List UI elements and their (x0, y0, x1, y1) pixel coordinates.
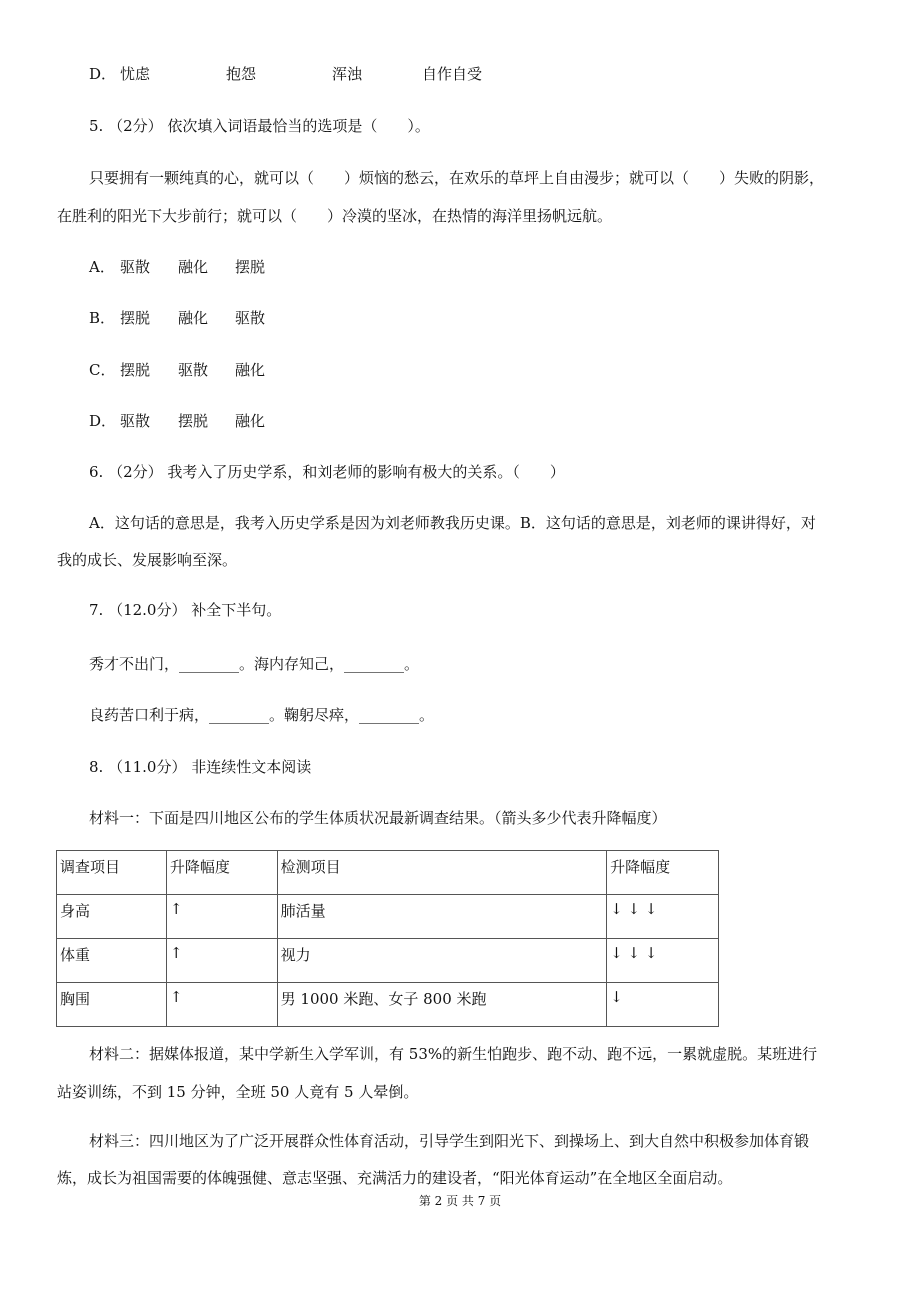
q5-option-b-word-3: 驱散 (235, 309, 266, 327)
q5-option-c-label: C． (89, 361, 116, 379)
table-cell: 体重 (57, 939, 167, 983)
q6-answer-line-2: 我的成长、发展影响至深。 (57, 551, 238, 569)
q5-option-c-word-3: 融化 (235, 361, 266, 379)
q4-option-d-word-4: 自作自受 (422, 65, 483, 83)
q5-stem: 5. （2分） 依次填入词语最恰当的选项是（ ）。 (89, 117, 430, 135)
table-header-cell: 调查项目 (57, 851, 167, 895)
table-cell: 男 1000 米跑、女子 800 米跑 (277, 983, 606, 1027)
table-header-cell: 升降幅度 (166, 851, 277, 895)
q5-option-d-word-2: 摆脱 (178, 412, 209, 430)
q6-answer-line-1: A．这句话的意思是，我考入历史学系是因为刘老师教我历史课。B．这句话的意思是，刘老师的课讲得好，对 (89, 514, 816, 532)
table-cell: ↓ ↓ ↓ (607, 939, 719, 983)
q5-option-d-word-3: 融化 (235, 412, 266, 430)
q5-option-c-word-2: 驱散 (178, 361, 209, 379)
table-cell: 胸围 (57, 983, 167, 1027)
q5-option-c-word-1: 摆脱 (120, 361, 151, 379)
q8-material2-line-2: 站姿训练，不到 15 分钟，全班 50 人竟有 5 人晕倒。 (57, 1083, 419, 1101)
table-cell: ↑ (166, 983, 277, 1027)
q4-option-d-word-1: 忧虑 (120, 65, 151, 83)
table-header-cell: 检测项目 (277, 851, 606, 895)
table-cell: ↑ (166, 939, 277, 983)
table-cell: ↓ (607, 983, 719, 1027)
page-footer: 第 2 页 共 7 页 (418, 1194, 502, 1208)
q5-option-a-word-3: 摆脱 (235, 258, 266, 276)
q5-option-b-word-2: 融化 (178, 309, 209, 327)
q7-line-1: 秀才不出门，________。海内存知己，________。 (89, 655, 420, 673)
table-header-cell: 升降幅度 (607, 851, 719, 895)
q4-option-d-word-2: 抱怨 (226, 65, 257, 83)
table-cell: 肺活量 (277, 895, 606, 939)
q5-option-d-word-1: 驱散 (120, 412, 151, 430)
q4-option-d-word-3: 浑浊 (332, 65, 363, 83)
q5-option-a-word-1: 驱散 (120, 258, 151, 276)
table-cell: 身高 (57, 895, 167, 939)
q8-stem: 8. （11.0分） 非连续性文本阅读 (89, 758, 312, 776)
q5-option-a-label: A． (89, 258, 115, 276)
table-row (57, 983, 719, 1027)
q8-material1-intro: 材料一：下面是四川地区公布的学生体质状况最新调查结果。（箭头多少代表升降幅度） (89, 809, 667, 827)
q7-line-2: 良药苦口利于病，________。鞠躬尽瘁，________。 (89, 706, 435, 724)
q5-option-b-word-1: 摆脱 (120, 309, 151, 327)
survey-table (56, 850, 719, 1027)
q8-material3-line-2: 炼，成长为祖国需要的体魄强健、意志坚强、充满活力的建设者，“阳光体育运动”在全地区全面启动。 (57, 1169, 733, 1187)
q5-option-b-label: B． (89, 309, 116, 327)
q4-option-d-label: D． (89, 65, 117, 83)
q5-option-a-word-2: 融化 (178, 258, 209, 276)
q5-passage-line-1: 只要拥有一颗纯真的心，就可以（ ）烦恼的愁云，在欢乐的草坪上自由漫步；就可以（ ）失败的阴影， (89, 169, 825, 187)
q5-option-d-label: D． (89, 412, 117, 430)
q7-stem: 7. （12.0分） 补全下半句。 (89, 601, 282, 619)
q8-material2-line-1: 材料二：据媒体报道，某中学新生入学军训，有 53%的新生怕跑步、跑不动、跑不远，一累就虚脱。某班进行 (89, 1045, 818, 1063)
q8-material3-line-1: 材料三：四川地区为了广泛开展群众性体育活动，引导学生到阳光下、到操场上、到大自然中积极参加体育锻 (89, 1132, 810, 1150)
q5-passage-line-2: 在胜利的阳光下大步前行；就可以（ ）冷漠的坚冰，在热情的海洋里扬帆远航。 (57, 207, 613, 225)
q6-stem: 6. （2分） 我考入了历史学系，和刘老师的影响有极大的关系。（ ） (89, 463, 565, 481)
table-header-row (57, 851, 719, 895)
table-cell: ↓ ↓ ↓ (607, 895, 719, 939)
table-row (57, 895, 719, 939)
table-row (57, 939, 719, 983)
table-cell: 视力 (277, 939, 606, 983)
table-cell: ↑ (166, 895, 277, 939)
